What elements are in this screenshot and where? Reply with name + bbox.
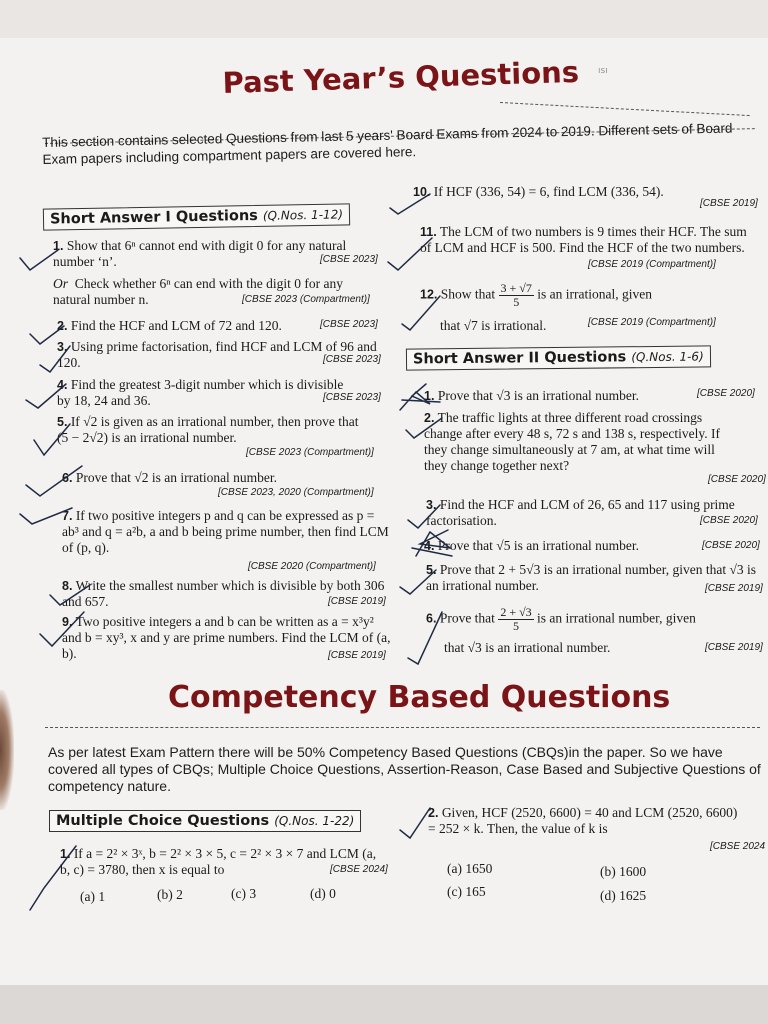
question-source: [CBSE 2023] [320, 254, 378, 265]
page-title: Past Year’s Questions [222, 54, 580, 100]
question-source: [CBSE 2023 (Compartment)] [242, 294, 370, 305]
section-label: Short Answer I Questions [49, 207, 258, 228]
faded-corner-text: ısı [598, 66, 608, 76]
question-source: [CBSE 2023] [323, 354, 381, 365]
sa2-question-4: 4. Prove that √5 is an irrational number. [424, 538, 640, 553]
section-header-mcq [49, 810, 361, 832]
question-source: [CBSE 2019 (Compartment)] [588, 317, 716, 328]
option[interactable]: (a) 1 [80, 889, 106, 904]
section-range: (Q.Nos. 1-22) [274, 814, 355, 828]
question-3: 3. Using prime factorisation, find HCF and LCM of 96 and 120. [57, 339, 377, 370]
question-12: 12. Show that $\frac{3 + √7}{5}$ is an irrational, given [420, 281, 652, 309]
question-11: 11. The LCM of two numbers is 9 times their HCF. The sum of LCM and HCF is 500. Find the HCF of the two numbers. [420, 224, 747, 255]
intro-text: This section contains selected Questions from last 5 years' Board Exams from 2024 to 2019. Different sets of Board Exam papers including compartment papers are covered here. [42, 120, 733, 167]
left-edge-shadow [0, 690, 14, 810]
cbq-title: Competency Based Questions [168, 680, 671, 715]
question-4: 4. Find the greatest 3-digit number which is divisible by 18, 24 and 36. [57, 377, 344, 408]
fraction: $\frac{2 + √3}{5}$ [500, 605, 532, 633]
section-header-sa2 [406, 345, 711, 370]
question-1: 1. Show that 6ⁿ cannot end with digit 0 for any natural number ‘n’. [53, 238, 347, 269]
sa2-question-3: 3. Find the HCF and LCM of 26, 65 and 117 using prime factorisation. [426, 497, 735, 528]
question-source: [CBSE 2023, 2020 (Compartment)] [218, 487, 374, 498]
sa2-question-6: 6. Prove that $\frac{2 + √3}{5}$ is an irrational number, given [426, 605, 696, 633]
option[interactable]: (b) 2 [157, 887, 183, 902]
question-8: 8. Write the smallest number which is divisible by both 306 and 657. [62, 578, 385, 609]
question-source: [CBSE 2023] [320, 319, 378, 330]
question-source: [CBSE 2020] [708, 474, 766, 485]
mcq-question-2: 2. Given, HCF (2520, 6600) = 40 and LCM (2520, 6600) = 252 × k. Then, the value of k is [428, 805, 738, 836]
question-2: 2. Find the HCF and LCM of 72 and 120. [57, 318, 282, 333]
question-source: [CBSE 2024 [710, 841, 766, 852]
section-range: (Q.Nos. 1-12) [262, 207, 344, 223]
bottom-background [0, 985, 768, 1024]
question-10: 10. If HCF (336, 54) = 6, find LCM (336, 54). [413, 184, 664, 199]
option[interactable]: (b) 1600 [600, 864, 647, 879]
section-range: (Q.Nos. 1-6) [631, 349, 704, 365]
option[interactable]: (c) 3 [231, 886, 257, 901]
question-1-or: Or Check whether 6ⁿ can end with the digit 0 for any natural number n. [53, 276, 343, 307]
sa2-question-1: 1. Prove that √3 is an irrational number. [424, 388, 640, 403]
option[interactable]: (a) 1650 [447, 861, 493, 876]
question-5: 5. If √2 is given as an irrational number, then prove that (5 − 2√2) is an irrational number. [57, 414, 359, 445]
section-label: Multiple Choice Questions [56, 813, 270, 829]
sa2-question-5: 5. Prove that 2 + 5√3 is an irrational number, given that √3 is an irrational number. [426, 562, 757, 593]
question-source: [CBSE 2020] [697, 388, 755, 399]
sa2-question-2: 2. The traffic lights at three different road crossings change after every 48 s, 72 s and 138 s, respectively. If they change simultaneously at 7 am, at what time will they change together next? [424, 410, 721, 473]
section-label: Short Answer II Questions [412, 349, 627, 368]
option[interactable]: (d) 0 [310, 886, 336, 901]
question-source: [CBSE 2024] [330, 864, 388, 875]
question-source: [CBSE 2019 (Compartment)] [588, 259, 716, 270]
question-source: [CBSE 2019] [328, 596, 386, 607]
question-9: 9. Two positive integers a and b can be written as a = x³y² and b = xy³, x and y are prime numbers. Find the LCM of (a, b). [62, 614, 391, 661]
question-source: [CBSE 2019] [328, 650, 386, 661]
question-source: [CBSE 2019] [705, 583, 763, 594]
cbq-intro: As per latest Exam Pattern there will be 50% Competency Based Questions (CBQs)in the paper. So we have covered all types of CBQs; Multiple Choice Questions, Assertion-Reason, Case Based and Subjective Questions of competency nature. [48, 744, 761, 794]
question-source: [CBSE 2020] [702, 540, 760, 551]
question-source: [CBSE 2023 (Compartment)] [246, 447, 374, 458]
question-source: [CBSE 2023] [323, 392, 381, 403]
fraction: $\frac{3 + √7}{5}$ [500, 281, 532, 309]
question-7: 7. If two positive integers p and q can be expressed as p = ab³ and q = a²b, a and b being prime number, then find LCM of (p, q). [62, 508, 389, 555]
question-source: [CBSE 2020] [700, 515, 758, 526]
question-source: [CBSE 2019] [705, 642, 763, 653]
question-6: 6. Prove that √2 is an irrational number. [62, 470, 278, 485]
question-source: [CBSE 2020 (Compartment)] [248, 561, 376, 572]
cbq-rule [45, 727, 760, 728]
sa2-question-6-line2: that √3 is an irrational number. [444, 640, 611, 655]
option[interactable]: (d) 1625 [600, 888, 647, 903]
question-source: [CBSE 2019] [700, 198, 758, 209]
option[interactable]: (c) 165 [447, 884, 486, 899]
question-12-line2: that √7 is irrational. [440, 318, 547, 333]
mcq-question-1: 1. If a = 2² × 3ˣ, b = 2² × 3 × 5, c = 2² × 3 × 7 and LCM (a, b, c) = 3780, then x is equal to [60, 846, 377, 877]
